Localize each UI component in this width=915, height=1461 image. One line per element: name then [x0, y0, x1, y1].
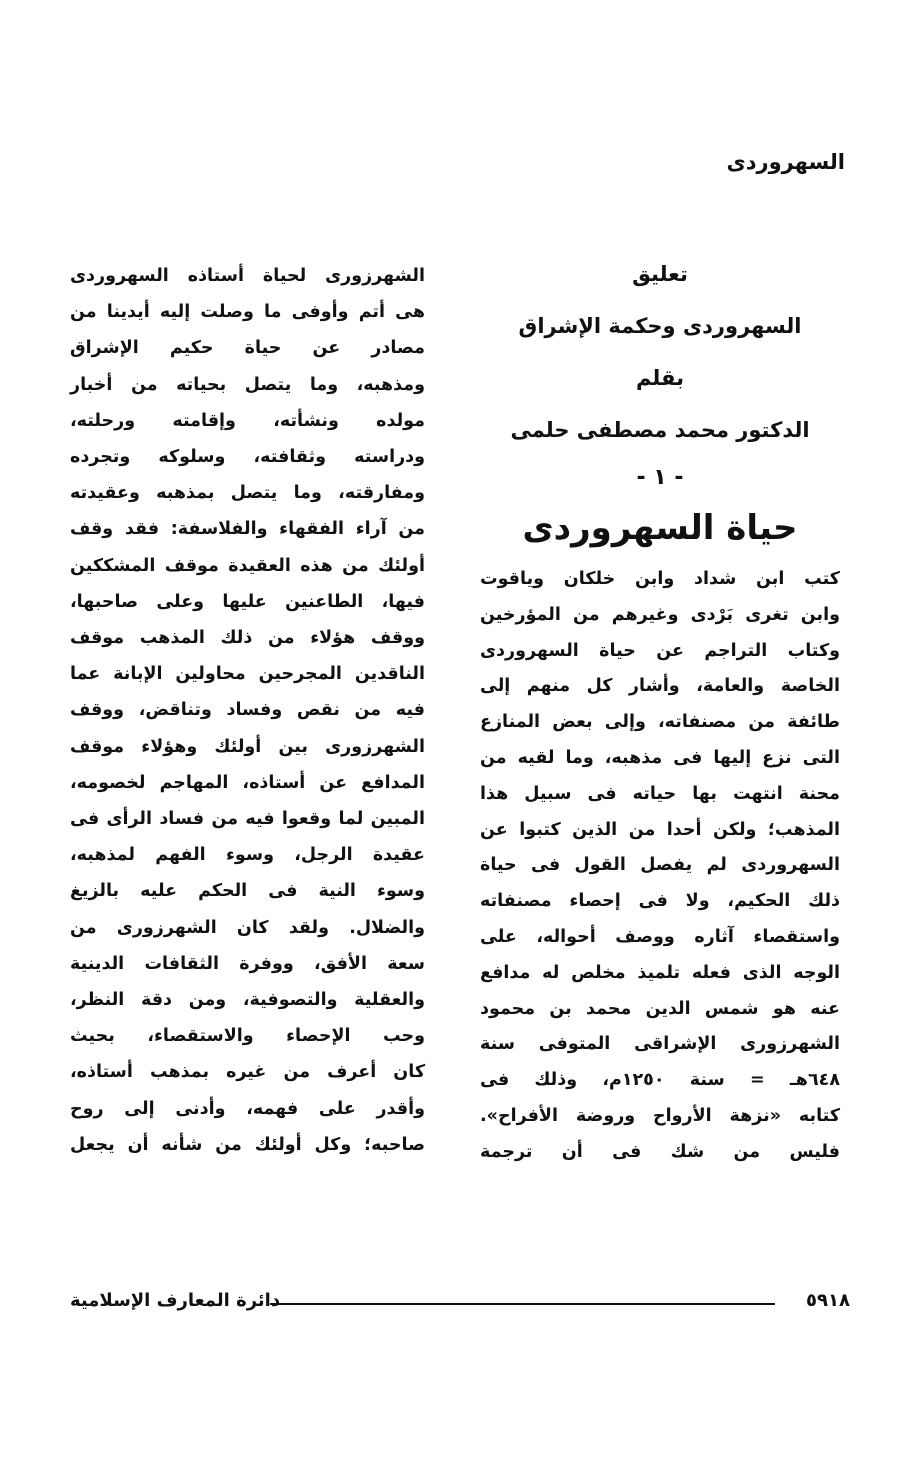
section-number: - ١ - [636, 465, 684, 490]
text-line: ووقف هؤلاء من ذلك المذهب موقف [70, 628, 425, 649]
text-line: ٦٤٨هـ = سنة ١٢٥٠م، وذلك فى [480, 1070, 840, 1091]
running-title: السهروردى [726, 150, 845, 174]
article-title: السهروردى وحكمة الإشراق [518, 314, 802, 338]
text-line: ودراسته وثقافته، وسلوكه وتجرده [70, 447, 425, 468]
text-line: السهروردى لم يفصل القول فى حياة [480, 855, 840, 876]
text-line: الشهرزورى بين أولئك وهؤلاء موقف [70, 736, 425, 757]
text-line: الشهرزورى الإشراقى المتوفى سنة [480, 1034, 840, 1055]
text-line: الناقدين المجرحين محاولين الإبانة عما [70, 664, 425, 685]
text-line: طائفة من مصنفاته، وإلى بعض المنازع [480, 712, 840, 733]
heading-label: تعليق [632, 262, 688, 286]
text-line: وأقدر على فهمه، وأدنى إلى روح [70, 1098, 425, 1119]
page-footer [70, 1290, 850, 1320]
text-line: وكتاب التراجم عن حياة السهروردى [480, 640, 840, 661]
text-line: الخاصة والعامة، وأشار كل منهم إلى [480, 676, 840, 697]
text-line: من آراء الفقهاء والفلاسفة: فقد وقف [70, 519, 425, 540]
text-line: كتب ابن شداد وابن خلكان وياقوت [480, 569, 840, 589]
text-line: التى نزع إليها فى مذهبه، وما لقيه من [480, 747, 840, 768]
author-name: الدكتور محمد مصطفى حلمى [510, 418, 810, 442]
text-line: المدافع عن أستاذه، المهاجم لخصومه، [70, 772, 425, 793]
text-line: كتابه «نزهة الأرواح وروضة الأفراح». [480, 1105, 840, 1126]
text-line: الشهرزورى لحياة أستاذه السهروردى [70, 266, 425, 286]
text-line: فيه من نقص وفساد وتناقض، ووقف [70, 700, 425, 721]
text-line: والعقلية والتصوفية، ومن دقة النظر، [70, 990, 425, 1011]
section-title: حياة السهروردى [522, 508, 798, 548]
text-line: فيها، الطاعنين عليها وعلى صاحبها، [70, 591, 425, 612]
text-line: محنة انتهت بها حياته فى سبيل هذا [480, 783, 840, 804]
text-line: وسوء النية فى الحكم عليه بالزيغ [70, 881, 425, 902]
text-line: واستقصاء آثاره ووصف أحواله، على [480, 926, 840, 947]
right-column-body [480, 562, 840, 1171]
text-line: كان أعرف من غيره بمذهب أستاذه، [70, 1062, 425, 1083]
left-column [70, 258, 425, 1163]
text-line: المبين لما وقعوا فيه من فساد الرأى فى [70, 809, 425, 830]
text-line: ومفارقته، وما يتصل بمذهبه وعقيدته [70, 483, 425, 504]
text-line: مولده ونشأته، وإقامته ورحلته، [70, 410, 425, 431]
page-number: ٥٩١٨ [806, 1290, 850, 1311]
text-line: المذهب؛ ولكن أحدا من الذين كتبوا عن [480, 819, 840, 840]
text-line: مصادر عن حياة حكيم الإشراق [70, 338, 425, 359]
text-line: سعة الأفق، ووفرة الثقافات الدينية [70, 953, 425, 974]
text-line: فليس من شك فى أن ترجمة [480, 1141, 840, 1162]
text-line: والضلال. ولقد كان الشهرزورى من [70, 917, 425, 938]
article-heading [480, 248, 840, 556]
footer-source: دائرة المعارف الإسلامية [70, 1290, 281, 1311]
text-line: وابن تغرى بَرْدى وغيرهم من المؤرخين [480, 604, 840, 625]
text-line: عنه هو شمس الدين محمد بن محمود [480, 998, 840, 1019]
text-line: ذلك الحكيم، ولا فى إحصاء مصنفاته [480, 891, 840, 912]
footer-rule [270, 1303, 775, 1305]
right-column [480, 248, 840, 1171]
text-line: وحب الإحصاء والاستقصاء، بحيث [70, 1026, 425, 1047]
text-line: عقيدة الرجل، وسوء الفهم لمذهبه، [70, 845, 425, 866]
text-line: أولئك من هذه العقيدة موقف المشككين [70, 555, 425, 576]
text-line: هى أتم وأوفى ما وصلت إليه أيدينا من [70, 302, 425, 323]
text-line: الوجه الذى فعله تلميذ مخلص له مدافع [480, 962, 840, 983]
text-line: ومذهبه، وما يتصل بحياته من أخبار [70, 374, 425, 395]
text-line: صاحبه؛ وكل أولئك من شأنه أن يجعل [70, 1134, 425, 1155]
byline-label: بقلم [635, 366, 685, 390]
